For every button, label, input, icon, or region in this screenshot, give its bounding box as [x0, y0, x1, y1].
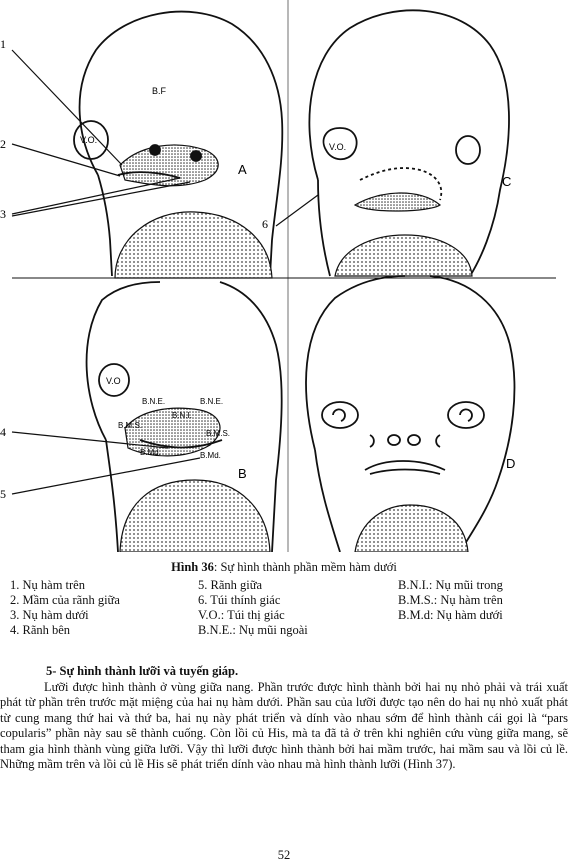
pointer-number-3: 3 — [0, 207, 6, 221]
pointer-number-2: 2 — [0, 137, 6, 151]
legend-item: 4. Rãnh bên — [10, 623, 71, 637]
panel-label-b: B — [238, 466, 247, 481]
label-bms-left: B.M.S. — [118, 421, 143, 430]
label-bne-right: B.N.E. — [200, 397, 224, 406]
legend-item: 6. Túi thính giác — [198, 593, 281, 607]
label-bms-right: B.M.S. — [206, 429, 231, 438]
legend-item: B.N.I.: Nụ mũi trong — [398, 578, 503, 592]
label-bmd-right: B.Md. — [200, 451, 221, 460]
panel-d-drawing — [306, 276, 514, 552]
legend-item: B.N.E.: Nụ mũi ngoài — [198, 623, 308, 637]
legend-item: 1. Nụ hàm trên — [10, 578, 85, 592]
legend-row — [10, 578, 560, 593]
label-bf: B.F — [152, 86, 167, 96]
legend-item: B.M.d: Nụ hàm dưới — [398, 608, 503, 622]
panel-label-d: D — [506, 456, 516, 471]
pointer-number-6: 6 — [262, 217, 268, 231]
legend-item: V.O.: Túi thị giác — [198, 608, 285, 622]
pointer-number-4: 4 — [0, 425, 6, 439]
pointer-line-c — [276, 195, 318, 226]
legend-item: 5. Rãnh giữa — [198, 578, 263, 592]
caption-text: : Sự hình thành phần mềm hàm dưới — [213, 560, 397, 574]
pointer-number-1: 1 — [0, 37, 6, 51]
section-title: 5- Sự hình thành lưỡi và tuyến giáp. — [46, 664, 239, 678]
figure-legend — [10, 578, 560, 638]
label-bne-left: B.N.E. — [142, 397, 166, 406]
legend-item: 2. Mầm của rãnh giữa — [10, 593, 120, 607]
page-number: 52 — [277, 848, 291, 862]
label-bmd-left: B.Md. — [140, 448, 161, 457]
label-vo-a: V.O. — [80, 135, 98, 145]
legend-item: 3. Nụ hàm dưới — [10, 608, 89, 622]
panel-label-c: C — [502, 174, 512, 189]
legend-row — [10, 608, 560, 623]
body-paragraph: Lưỡi được hình thành ở vùng giữa nang. Phần trước được hình thành bởi hai nụ nhỏ phải và trái xuất phát từ phần trên trước mặt miệng của hai nụ hàm dưới. Phần sau của lưỡi được tạo nên do hai nụ nhỏ xuất phát từ cung mang thứ hai và thứ ba, hai nụ này phát triển và dính vào nhau sớm để hình thành cái gọi là “pars copularis” phần này sau sẽ thành cuống. Còn lồi củ His, mà ta đã tả ở trên khi nghiên cứu vùng giữa mang, sẽ tham gia hình thành vùng giữa lưỡi. Vậy thì lưỡi được hình thành bởi hai mầm trước, hai mầm sau và lồi củ lề. Những mầm trên và lồi củ lề His sẽ phát triển dính vào nhau mà hình thành lưỡi (Hình 37). — [0, 680, 568, 772]
label-vo-b: V.O — [106, 376, 121, 386]
label-vo-c: V.O. — [329, 142, 347, 152]
caption-prefix: Hình 36 — [171, 560, 214, 574]
legend-row — [10, 623, 560, 638]
panel-label-a: A — [238, 162, 247, 177]
figure-caption — [0, 560, 568, 575]
pointer-lines-a — [12, 50, 190, 216]
label-bni: B.N.I. — [172, 411, 193, 420]
legend-item: B.M.S.: Nụ hàm trên — [398, 593, 503, 607]
pointer-number-5: 5 — [0, 487, 6, 501]
legend-row — [10, 593, 560, 608]
panel-a-drawing — [74, 12, 282, 278]
